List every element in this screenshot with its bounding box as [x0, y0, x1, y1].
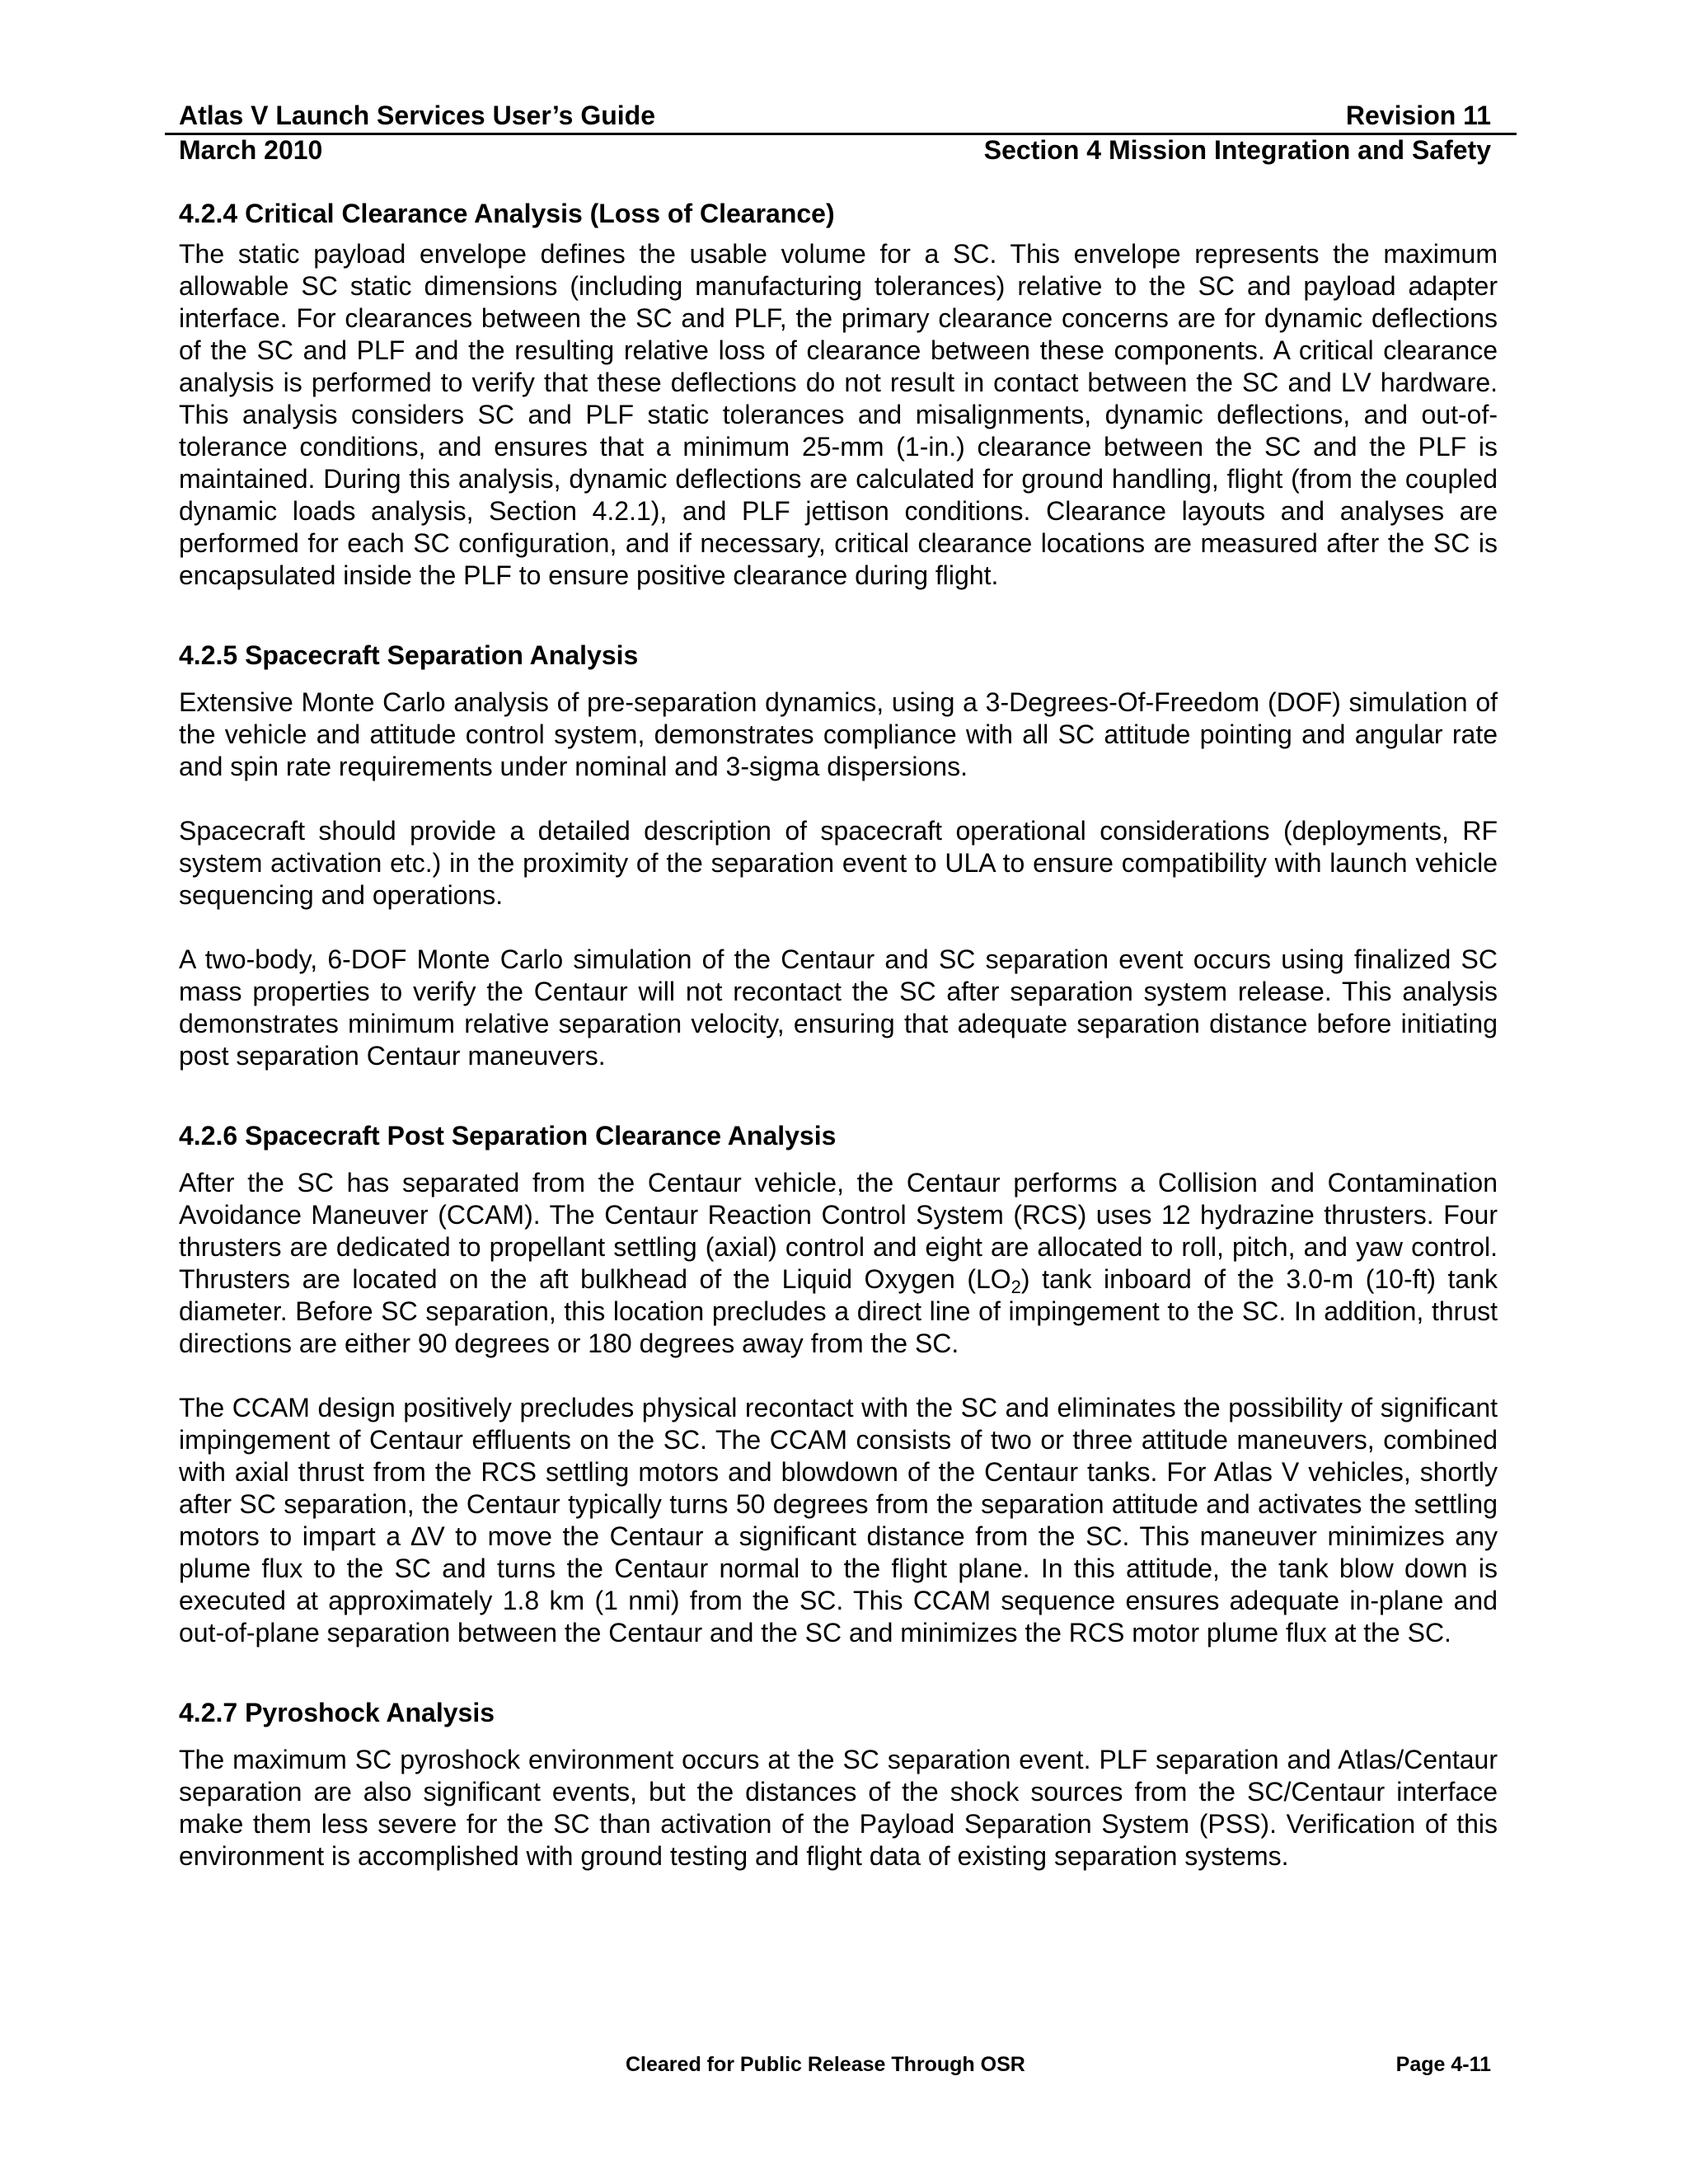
subscript-2: 2 [1010, 1277, 1021, 1297]
paragraph [179, 1167, 1498, 1360]
section-heading: 4.2.4 Critical Clearance Analysis (Loss of Clearance) [179, 199, 835, 228]
revision-label: Revision 11 [1345, 101, 1491, 130]
section-heading: 4.2.6 Spacecraft Post Separation Clearance Analysis [179, 1121, 837, 1151]
section-label: Section 4 Mission Integration and Safety [983, 135, 1491, 165]
paragraph: A two-body, 6-DOF Monte Carlo simulation of the Centaur and SC separation event occurs using finalized SC mass properties to verify the Centaur will not recontact the SC after separation system release. This analysis demonstrates minimum relative separation velocity, ensuring that adequate separation distance before initiating post separation Centaur maneuvers. [179, 944, 1498, 1071]
header-bottom-row [179, 134, 1498, 166]
paragraph-text: After the SC has separated from the Centaur vehicle, the Centaur performs a Collision and Contamination Avoidance Maneuver (CCAM). The Centaur Reaction Control System (RCS) uses 12 hydrazine thrusters. Four thrusters are dedicated to propellant settling (axial) control and eight are allocated to roll, pitch, and yaw control. Thrusters are located on the aft bulkhead of the Liquid Oxygen (LO [179, 1168, 1498, 1294]
document-body [179, 198, 1498, 1872]
section-4-2-6 [179, 1120, 1498, 1649]
document-date: March 2010 [179, 135, 323, 165]
section-4-2-5 [179, 640, 1498, 1072]
page-number: Page 4-11 [1395, 2053, 1491, 2076]
section-4-2-7 [179, 1697, 1498, 1872]
header-top-row [179, 99, 1498, 132]
document-title: Atlas V Launch Services User’s Guide [179, 101, 656, 130]
section-heading: 4.2.7 Pyroshock Analysis [179, 1698, 495, 1727]
paragraph: The maximum SC pyroshock environment occurs at the SC separation event. PLF separation and Atlas/Centaur separation are also significant events, but the distances of the shock sources from the SC/Centaur interface make them less severe for the SC than activation of the Payload Separation System (PSS). Verification of this environment is accomplished with ground testing and flight data of existing separation systems. [179, 1745, 1498, 1871]
paragraph: Extensive Monte Carlo analysis of pre-separation dynamics, using a 3-Degrees-Of-Freedom (DOF) simulation of the vehicle and attitude control system, demonstrates compliance with all SC attitude pointing and angular rate and spin rate requirements under nominal and 3-sigma dispersions. [179, 687, 1498, 781]
section-4-2-4 [179, 198, 1498, 592]
paragraph: The static payload envelope defines the usable volume for a SC. This envelope represents the maximum allowable SC static dimensions (including manufacturing tolerances) relative to the SC and payload adapter interface. For clearances between the SC and PLF, the primary clearance concerns are for dynamic deflections of the SC and PLF and the resulting relative loss of clearance between these components. A critical clearance analysis is performed to verify that these deflections do not result in contact between the SC and LV hardware. This analysis considers SC and PLF static tolerances and misalignments, dynamic deflections, and out-of-tolerance conditions, and ensures that a minimum 25-mm (1-in.) clearance between the SC and the PLF is maintained. During this analysis, dynamic deflections are calculated for ground handling, flight (from the coupled dynamic loads analysis, Section 4.2.1), and PLF jettison conditions. Clearance layouts and analyses are performed for each SC configuration, and if necessary, critical clearance locations are measured after the SC is encapsulated inside the PLF to ensure positive clearance during flight. [179, 239, 1498, 590]
release-notice: Cleared for Public Release Through OSR [626, 2053, 1025, 2076]
section-heading: 4.2.5 Spacecraft Separation Analysis [179, 640, 639, 670]
paragraph: The CCAM design positively precludes physical recontact with the SC and eliminates the possibility of significant impingement of Centaur effluents on the SC. The CCAM consists of two or three attitude maneuvers, combined with axial thrust from the RCS settling motors and blowdown of the Centaur tanks. For Atlas V vehicles, shortly after SC separation, the Centaur typically turns 50 degrees from the separation attitude and activates the settling motors to impart a ∆V to move the Centaur a significant distance from the SC. This maneuver minimizes any plume flux to the SC and turns the Centaur normal to the flight plane. In this attitude, the tank blow down is executed at approximately 1.8 km (1 nmi) from the SC. This CCAM sequence ensures adequate in-plane and out-of-plane separation between the Centaur and the SC and minimizes the RCS motor plume flux at the SC. [179, 1393, 1498, 1647]
paragraph: Spacecraft should provide a detailed description of spacecraft operational considerations (deployments, RF system activation etc.) in the proximity of the separation event to ULA to ensure compatibility with launch vehicle sequencing and operations. [179, 816, 1498, 910]
paragraph-text-tail: ) tank inboard of the 3.0-m (10-ft) tank diameter. Before SC separation, this location precludes a direct line of impingement to the SC. In addition, thrust directions are either 90 degrees or 180 degrees away from the SC. [179, 1264, 1498, 1358]
